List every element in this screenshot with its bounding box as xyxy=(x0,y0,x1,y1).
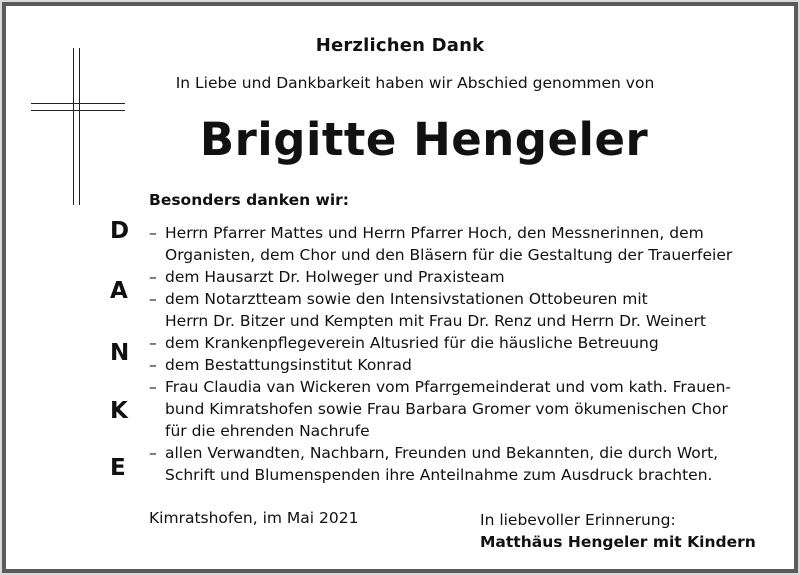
thanks-heading: Besonders danken wir: xyxy=(149,191,350,209)
list-item-text: dem Krankenpflegeverein Altusried für die häusliche Betreuung xyxy=(165,334,659,352)
list-item-text: Herrn Pfarrer Mattes und Herrn Pfarrer Hoch, den Messnerinnen, dem Organisten, dem Chor und den Bläsern für die Gestaltung der Trauerfeier xyxy=(165,224,733,264)
deceased-name: Brigitte Hengeler xyxy=(199,113,649,166)
list-item xyxy=(149,354,789,376)
danke-letter: K xyxy=(110,398,128,424)
dash-marker: – xyxy=(149,356,157,374)
dash-marker: – xyxy=(149,290,157,308)
list-item-text: dem Notarztteam sowie den Intensivstationen Ottobeuren mit Herrn Dr. Bitzer und Kempten mit Frau Dr. Renz und Herrn Dr. Weinert xyxy=(165,290,706,330)
list-item xyxy=(149,266,789,288)
family-name: Matthäus Hengeler mit Kindern xyxy=(480,533,756,551)
dash-marker: – xyxy=(149,334,157,352)
list-item-text: Frau Claudia van Wickeren vom Pfarrgemeinderat und vom kath. Frauen- bund Kimratshofen sowie Frau Barbara Gromer vom ökumenischen Chor für die ehrenden Nachrufe xyxy=(165,378,732,440)
list-item xyxy=(149,222,789,266)
death-notice-card xyxy=(2,2,798,573)
danke-letter: N xyxy=(110,340,130,366)
list-item xyxy=(149,332,789,354)
list-item-text: allen Verwandten, Nachbarn, Freunden und Bekannten, die durch Wort, Schrift und Blumenspenden ihre Anteilnahme zum Ausdruck brachten. xyxy=(165,444,719,484)
list-item-text: dem Hausarzt Dr. Holweger und Praxisteam xyxy=(165,268,505,286)
dash-marker: – xyxy=(149,444,157,462)
list-item xyxy=(149,442,789,486)
danke-letter: A xyxy=(110,278,128,304)
danke-letter: E xyxy=(110,455,126,481)
notice-title: Herzlichen Dank xyxy=(315,35,485,56)
list-item xyxy=(149,376,789,442)
list-item-text: dem Bestattungsinstitut Konrad xyxy=(165,356,412,374)
memorial-signature xyxy=(480,509,756,553)
memory-line: In liebevoller Erinnerung: xyxy=(480,511,676,529)
cross-junction xyxy=(74,104,79,110)
danke-letter: D xyxy=(110,218,130,244)
place-date: Kimratshofen, im Mai 2021 xyxy=(149,509,359,527)
list-item xyxy=(149,288,789,332)
dash-marker: – xyxy=(149,378,157,396)
notice-intro: In Liebe und Dankbarkeit haben wir Abschied genommen von xyxy=(175,74,655,92)
dash-marker: – xyxy=(149,224,157,242)
dash-marker: – xyxy=(149,268,157,286)
thanks-list xyxy=(149,222,789,486)
